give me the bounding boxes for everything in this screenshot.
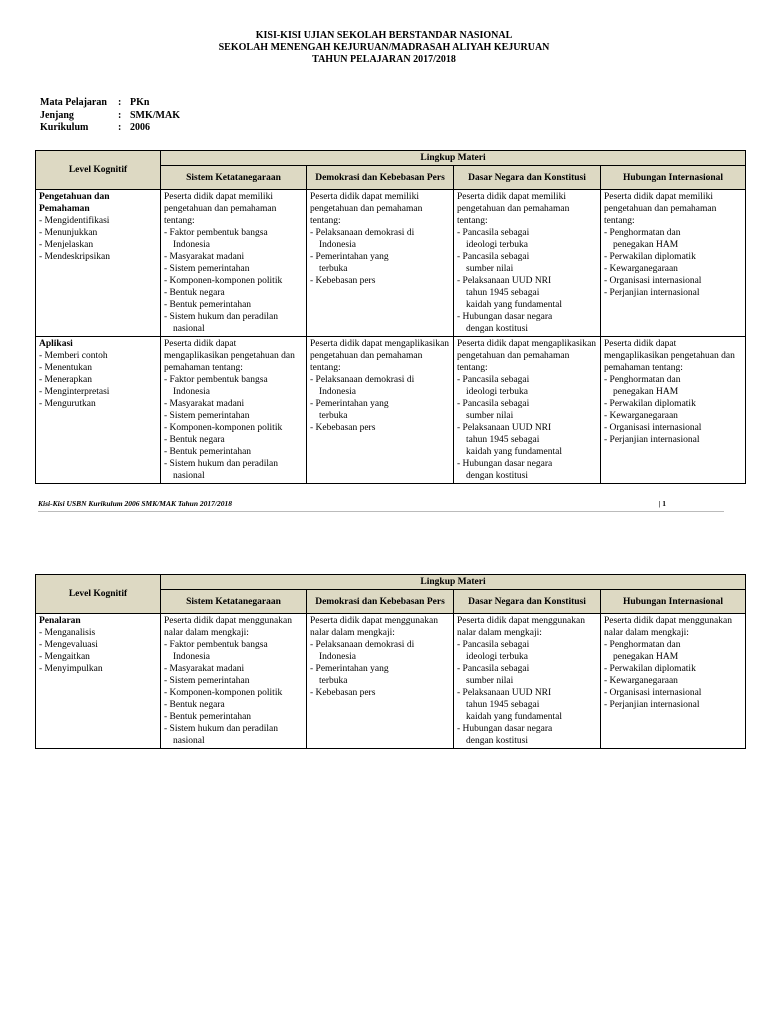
cell-line: - Sistem hukum dan peradilan — [164, 312, 278, 322]
cell-line: tahun 1945 sebagai — [466, 700, 540, 710]
materi-cell — [307, 337, 454, 484]
cell-line: Indonesia — [319, 387, 356, 397]
level-item: - Mengurutkan — [39, 399, 96, 409]
page-footer — [38, 499, 724, 512]
title-line-2: SEKOLAH MENENGAH KEJURUAN/MADRASAH ALIYAH KEJURUAN — [218, 42, 550, 53]
cell-line: penegakan HAM — [613, 652, 679, 662]
cell-line: - Pancasila sebagai — [457, 228, 530, 238]
cell-line: Peserta didik dapat mengaplikasikan pengetahuan dan pemahaman tentang: — [310, 339, 450, 373]
table-row — [36, 337, 746, 484]
col-header: Dasar Negara dan Konstitusi — [454, 166, 601, 190]
cell-line: - Sistem hukum dan peradilan — [164, 459, 278, 469]
level-item: - Menginterpretasi — [39, 387, 110, 397]
cell-line: kaidah yang fundamental — [466, 712, 563, 722]
cell-line: ideologi terbuka — [466, 240, 528, 250]
footer-text: Kisi-Kisi USBN Kurikulum 2006 SMK/MAK Tahun 2017/2018 — [38, 499, 232, 508]
cell-line: - Kebebasan pers — [310, 688, 376, 698]
col-header: Hubungan Internasional — [601, 590, 746, 614]
cell-line: - Hubungan dasar negara — [457, 724, 553, 734]
kisi-kisi-table-2 — [35, 574, 746, 749]
cell-line: - Hubungan dasar negara — [457, 312, 553, 322]
col-header: Sistem Ketatanegaraan — [161, 590, 307, 614]
cell-line: - Masyarakat madani — [164, 664, 245, 674]
level-item: - Menyimpulkan — [39, 664, 103, 674]
level-item: - Menganalisis — [39, 628, 96, 638]
cell-line: - Pelaksanaan UUD NRI — [457, 423, 552, 433]
cell-line: Indonesia — [319, 240, 356, 250]
col-header: Demokrasi dan Kebebasan Pers — [307, 166, 454, 190]
cell-line: - Pelaksanaan UUD NRI — [457, 276, 552, 286]
meta-sep: : — [118, 97, 122, 108]
level-kognitif-header: Level Kognitif — [36, 151, 161, 190]
cell-line: - Masyarakat madani — [164, 399, 245, 409]
cell-line: - Bentuk pemerintahan — [164, 447, 252, 457]
cell-line: - Organisasi internasional — [604, 423, 702, 433]
level-title: Penalaran — [39, 616, 81, 626]
lingkup-materi-header: Lingkup Materi — [161, 151, 746, 166]
cell-line: - Perwakilan diplomatik — [604, 399, 696, 409]
meta-row — [40, 110, 180, 123]
cell-line: nasional — [173, 471, 205, 481]
document-title — [0, 30, 768, 66]
page-number: | 1 — [658, 499, 666, 508]
meta-block — [40, 97, 180, 135]
col-header: Sistem Ketatanegaraan — [161, 166, 307, 190]
cell-line: sumber nilai — [466, 411, 514, 421]
cell-line: - Perjanjian internasional — [604, 288, 700, 298]
cell-line: Peserta didik dapat memiliki pengetahuan dan pemahaman tentang: — [164, 192, 277, 226]
cell-line: dengan kostitusi — [466, 471, 529, 481]
cell-line: - Sistem pemerintahan — [164, 411, 250, 421]
cell-line: - Pelaksanaan demokrasi di — [310, 375, 415, 385]
cell-line: - Komponen-komponen politik — [164, 423, 283, 433]
col-header: Dasar Negara dan Konstitusi — [454, 590, 601, 614]
cell-line: - Penghormatan dan — [604, 375, 681, 385]
cell-line: tahun 1945 sebagai — [466, 435, 540, 445]
meta-row — [40, 122, 180, 135]
cell-line: Indonesia — [173, 652, 210, 662]
cell-line: Peserta didik dapat menggunakan nalar dalam mengkaji: — [310, 616, 438, 638]
cell-line: - Pancasila sebagai — [457, 640, 530, 650]
col-header: Demokrasi dan Kebebasan Pers — [307, 590, 454, 614]
cell-line: Peserta didik dapat mengaplikasikan pengetahuan dan pemahaman tentang: — [457, 339, 597, 373]
cell-line: penegakan HAM — [613, 240, 679, 250]
meta-value: PKn — [130, 97, 150, 108]
cell-line: sumber nilai — [466, 264, 514, 274]
level-title: Aplikasi — [39, 339, 73, 349]
cell-line: - Pancasila sebagai — [457, 252, 530, 262]
cell-line: - Pemerintahan yang — [310, 252, 389, 262]
cell-line: - Perwakilan diplomatik — [604, 252, 696, 262]
cell-line: - Pelaksanaan UUD NRI — [457, 688, 552, 698]
cell-line: ideologi terbuka — [466, 387, 528, 397]
cell-line: - Pelaksanaan demokrasi di — [310, 228, 415, 238]
cell-line: - Faktor pembentuk bangsa — [164, 640, 268, 650]
cell-line: Peserta didik dapat menggunakan nalar dalam mengkaji: — [164, 616, 292, 638]
cell-line: - Penghormatan dan — [604, 228, 681, 238]
meta-value: SMK/MAK — [130, 109, 180, 121]
cell-line: - Komponen-komponen politik — [164, 688, 283, 698]
cell-line: nasional — [173, 736, 205, 746]
cell-line: dengan kostitusi — [466, 736, 529, 746]
cell-line: sumber nilai — [466, 676, 514, 686]
cell-line: - Organisasi internasional — [604, 276, 702, 286]
kisi-kisi-table-1 — [35, 150, 746, 484]
cell-line: - Organisasi internasional — [604, 688, 702, 698]
cell-line: dengan kostitusi — [466, 324, 529, 334]
materi-cell — [307, 614, 454, 749]
cell-line: Peserta didik dapat menggunakan nalar dalam mengkaji: — [604, 616, 732, 638]
cell-line: nasional — [173, 324, 205, 334]
cell-line: penegakan HAM — [613, 387, 679, 397]
cell-line: kaidah yang fundamental — [466, 300, 563, 310]
materi-cell — [601, 190, 746, 337]
table-row — [36, 190, 746, 337]
cell-line: - Pancasila sebagai — [457, 664, 530, 674]
cell-line: Peserta didik dapat menggunakan nalar dalam mengkaji: — [457, 616, 585, 638]
cell-line: Peserta didik dapat mengaplikasikan pengetahuan dan pemahaman tentang: — [604, 339, 735, 373]
cell-line: - Perjanjian internasional — [604, 700, 700, 710]
level-item: - Menjelaskan — [39, 240, 94, 250]
materi-cell — [601, 614, 746, 749]
cell-line: kaidah yang fundamental — [466, 447, 563, 457]
meta-key: Kurikulum — [40, 122, 89, 133]
meta-sep: : — [118, 122, 122, 133]
level-item: - Mendeskripsikan — [39, 252, 110, 262]
lingkup-materi-header: Lingkup Materi — [161, 575, 746, 590]
cell-line: - Pancasila sebagai — [457, 375, 530, 385]
meta-key: Mata Pelajaran — [40, 97, 107, 108]
level-item: - Menentukan — [39, 363, 93, 373]
cell-line: - Sistem hukum dan peradilan — [164, 724, 278, 734]
cell-line: - Kewarganegaraan — [604, 411, 678, 421]
cell-line: - Kebebasan pers — [310, 276, 376, 286]
cell-line: Indonesia — [173, 387, 210, 397]
cell-line: - Perjanjian internasional — [604, 435, 700, 445]
cell-line: - Penghormatan dan — [604, 640, 681, 650]
cell-line: - Faktor pembentuk bangsa — [164, 228, 268, 238]
materi-cell — [161, 337, 307, 484]
cell-line: - Perwakilan diplomatik — [604, 664, 696, 674]
cell-line: - Sistem pemerintahan — [164, 264, 250, 274]
level-item: - Menerapkan — [39, 375, 93, 385]
meta-sep: : — [118, 109, 122, 121]
level-item: - Mengidentifikasi — [39, 216, 110, 226]
materi-cell — [161, 190, 307, 337]
materi-cell — [454, 614, 601, 749]
table-row — [36, 614, 746, 749]
materi-cell — [601, 337, 746, 484]
meta-row — [40, 97, 180, 110]
col-header: Hubungan Internasional — [601, 166, 746, 190]
cell-line: - Pemerintahan yang — [310, 399, 389, 409]
cell-line: - Kebebasan pers — [310, 423, 376, 433]
cell-line: Indonesia — [173, 240, 210, 250]
cell-line: - Kewarganegaraan — [604, 264, 678, 274]
level-cell — [36, 190, 161, 337]
cell-line: - Bentuk pemerintahan — [164, 300, 252, 310]
level-kognitif-header: Level Kognitif — [36, 575, 161, 614]
cell-line: - Kewarganegaraan — [604, 676, 678, 686]
materi-cell — [454, 190, 601, 337]
level-item: - Mengaitkan — [39, 652, 90, 662]
title-line-1: KISI-KISI UJIAN SEKOLAH BERSTANDAR NASIONAL — [255, 30, 513, 41]
cell-line: Indonesia — [319, 652, 356, 662]
cell-line: tahun 1945 sebagai — [466, 288, 540, 298]
level-item: - Mengevaluasi — [39, 640, 98, 650]
cell-line: Peserta didik dapat mengaplikasikan pengetahuan dan pemahaman tentang: — [164, 339, 295, 373]
cell-line: - Bentuk negara — [164, 435, 225, 445]
level-item: - Menunjukkan — [39, 228, 98, 238]
cell-line: - Pancasila sebagai — [457, 399, 530, 409]
cell-line: - Pemerintahan yang — [310, 664, 389, 674]
cell-line: terbuka — [319, 676, 348, 686]
level-cell — [36, 337, 161, 484]
cell-line: - Faktor pembentuk bangsa — [164, 375, 268, 385]
materi-cell — [161, 614, 307, 749]
materi-cell — [454, 337, 601, 484]
cell-line: - Bentuk negara — [164, 288, 225, 298]
cell-line: - Masyarakat madani — [164, 252, 245, 262]
meta-value: 2006 — [130, 122, 150, 133]
cell-line: Peserta didik dapat memiliki pengetahuan dan pemahaman tentang: — [604, 192, 717, 226]
cell-line: - Bentuk pemerintahan — [164, 712, 252, 722]
cell-line: terbuka — [319, 411, 348, 421]
materi-cell — [307, 190, 454, 337]
cell-line: Peserta didik dapat memiliki pengetahuan dan pemahaman tentang: — [457, 192, 570, 226]
cell-line: - Bentuk negara — [164, 700, 225, 710]
level-title: Pengetahuan dan Pemahaman — [39, 192, 110, 214]
cell-line: Peserta didik dapat memiliki pengetahuan dan pemahaman tentang: — [310, 192, 423, 226]
cell-line: - Pelaksanaan demokrasi di — [310, 640, 415, 650]
cell-line: ideologi terbuka — [466, 652, 528, 662]
cell-line: terbuka — [319, 264, 348, 274]
level-cell — [36, 614, 161, 749]
meta-key: Jenjang — [40, 109, 74, 121]
title-line-3: TAHUN PELAJARAN 2017/2018 — [312, 54, 456, 65]
cell-line: - Komponen-komponen politik — [164, 276, 283, 286]
cell-line: - Hubungan dasar negara — [457, 459, 553, 469]
level-item: - Memberi contoh — [39, 351, 108, 361]
cell-line: - Sistem pemerintahan — [164, 676, 250, 686]
